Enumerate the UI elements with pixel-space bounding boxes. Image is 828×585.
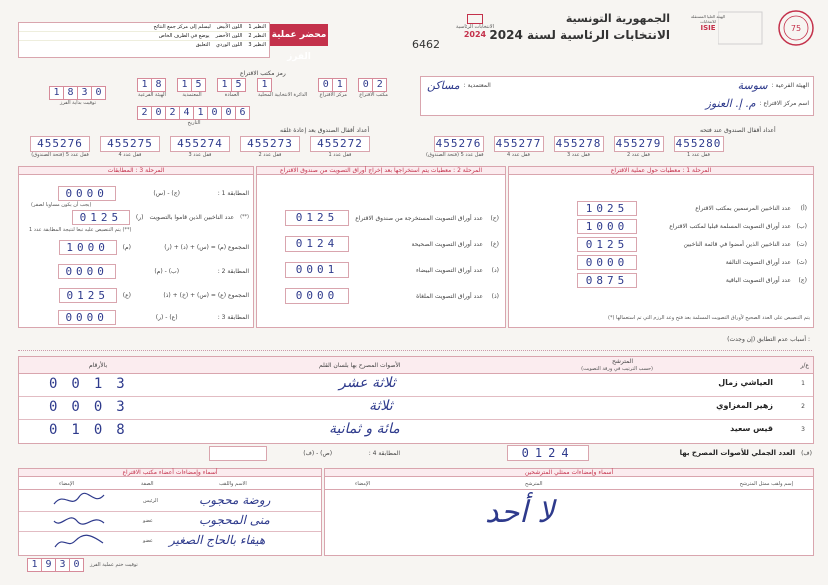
date-field bbox=[138, 106, 250, 126]
digit: 0 bbox=[207, 106, 222, 120]
stamp-title: محضر عملية الفرز bbox=[270, 24, 328, 46]
regional-value: سوسة bbox=[737, 79, 768, 92]
row-label: عدد الناخبين الذين أمضوا في قائمة الناخبين bbox=[683, 240, 791, 248]
signature-icon bbox=[49, 531, 109, 557]
lock-item bbox=[554, 136, 604, 158]
isie-logo bbox=[690, 14, 726, 32]
match2 bbox=[23, 263, 249, 279]
copy-note-text: ليسلم إلى مركز جمع النتائج bbox=[153, 24, 211, 30]
row-value: 0001 bbox=[285, 262, 349, 278]
digit: 0 bbox=[151, 106, 166, 120]
lock-item bbox=[100, 136, 160, 158]
row-value: 0000 bbox=[285, 288, 349, 304]
digit: 2 bbox=[137, 106, 152, 120]
digit: 1 bbox=[332, 78, 347, 92]
row-label: عدد أوراق التصويت الصحيحة bbox=[411, 240, 483, 248]
copy-note-text: يوضع في الظرف الخاص bbox=[158, 33, 210, 39]
start-time-label: توقيت بداية الفرز bbox=[59, 100, 97, 106]
locks-before bbox=[426, 136, 724, 158]
stage2-row bbox=[263, 283, 499, 309]
row-value: 0125 bbox=[577, 237, 637, 252]
sum2-row bbox=[23, 287, 249, 303]
svg-text:75: 75 bbox=[790, 24, 802, 33]
digit: 2 bbox=[165, 106, 180, 120]
match1-sub: (يجب أن يكون مساويا لصفر) bbox=[31, 202, 92, 208]
row-label: عدد الناخبين المرسمين بمكتب الاقتراع bbox=[695, 204, 791, 212]
note-text: يتم التنصيص عليه تبعا لنتيجة المطابقة عدد 1 bbox=[29, 227, 121, 233]
row-value: 0875 bbox=[577, 273, 637, 288]
result-row bbox=[19, 373, 813, 397]
stage2-title: المرحلة 2 : معطيات يتم استخراجها بعد إخراج أوراق التصويت من صندوق الاقتراع bbox=[257, 167, 505, 175]
ballot-box-icon bbox=[467, 14, 483, 24]
col-digits: بالأرقام bbox=[89, 362, 108, 369]
copy-note-num: النظير 1 bbox=[248, 24, 266, 30]
members-col-role: الصفة bbox=[141, 481, 154, 487]
sum1-value: 1000 bbox=[59, 240, 117, 255]
match3-formula: (ع) - (ر) bbox=[155, 313, 178, 321]
row-label: عدد أوراق التصويت الملغاة bbox=[416, 292, 483, 300]
date-label: التاريخ bbox=[187, 120, 201, 126]
delegation-row bbox=[427, 79, 491, 92]
match3-label: المطابقة 3 : bbox=[217, 313, 249, 321]
digit: 0 bbox=[358, 78, 373, 92]
isie-stamp-icon bbox=[718, 8, 818, 48]
row-letter: (خ) bbox=[490, 240, 499, 248]
identity-box bbox=[420, 76, 814, 116]
total-label: العدد الجملي للأصوات المصرح بها bbox=[679, 449, 796, 457]
stage3-title: المرحلة 3 : المطابقات bbox=[19, 167, 253, 175]
sum1-label: المجموع (م) = (س) + (د) + (ر) bbox=[164, 243, 249, 251]
lock-label: قفل عدد 4 bbox=[118, 152, 142, 158]
delegation-label: المعتمدية : bbox=[463, 82, 491, 89]
match3-value: 0000 bbox=[58, 310, 116, 325]
lock-value: 455279 bbox=[614, 136, 664, 152]
member-name: هيفاء بالحاج الصغير bbox=[169, 533, 266, 547]
digit: 1 bbox=[193, 106, 208, 120]
logo-year: 2024 bbox=[463, 30, 487, 39]
match2-formula: (ب) - (م) bbox=[154, 267, 180, 275]
stage1-row bbox=[515, 199, 807, 217]
lock-label: قفل عدد 2 bbox=[258, 152, 282, 158]
lock-value: 455278 bbox=[554, 136, 604, 152]
members-title: أسماء وإمضاءات أعضاء مكتب الاقتراع bbox=[19, 469, 321, 477]
code-group-label: مركز الاقتراع bbox=[319, 92, 347, 98]
digit: 1 bbox=[137, 78, 152, 92]
lock-item bbox=[494, 136, 544, 158]
result-num: 3 bbox=[801, 426, 805, 433]
reps-header bbox=[325, 479, 813, 490]
reps-title: أسماء وإمضاءات ممثلي المترشحين bbox=[325, 469, 813, 477]
code-group-label: مكتب الاقتراع bbox=[359, 92, 388, 98]
row-label: عدد أوراق التصويت المسلمة قبليا لمكتب الاقتراع bbox=[669, 222, 791, 230]
sum1-row bbox=[23, 239, 249, 255]
row-letter: (ج) bbox=[798, 276, 807, 284]
digit: 9 bbox=[41, 558, 56, 572]
col-words: الأصوات المصرح بها بلسان القلم bbox=[319, 362, 401, 369]
reps-col-rep: إسم ولقب ممثل المترشح bbox=[739, 481, 793, 487]
result-name: العياشي زمال bbox=[718, 378, 773, 387]
lock-item bbox=[30, 136, 90, 158]
match1-label: المطابقة 1 : bbox=[217, 189, 249, 197]
copy-note-dest: اللون الأبيض bbox=[216, 24, 243, 30]
row-value: 1000 bbox=[577, 219, 637, 234]
reps-col-candidate: المترشح bbox=[525, 481, 543, 487]
lock-item bbox=[240, 136, 300, 158]
match3 bbox=[23, 309, 249, 325]
lock-item bbox=[674, 136, 724, 158]
code-group-label: الهيئة الفرعية bbox=[138, 92, 166, 98]
row-value: 0000 bbox=[577, 255, 637, 270]
members-col-sig: الإمضاء bbox=[59, 481, 75, 487]
col-num: ع/ر bbox=[800, 362, 809, 369]
reps-col-sig: الإمضاء bbox=[355, 481, 371, 487]
isie-text: ISIE bbox=[700, 24, 716, 32]
result-name: قيس سعيد bbox=[730, 424, 773, 433]
digit: 2 bbox=[372, 78, 387, 92]
code-group-center bbox=[319, 78, 347, 98]
member-role: عضو bbox=[143, 518, 153, 524]
lock-value: 455275 bbox=[100, 136, 160, 152]
digit: 1 bbox=[27, 558, 42, 572]
members-col-name: الاسم واللقب bbox=[219, 481, 247, 487]
row-label: عدد أوراق التصويت الباقية bbox=[725, 276, 791, 284]
regional-row bbox=[738, 79, 809, 92]
row-value: 1025 bbox=[577, 201, 637, 216]
copy-notes bbox=[18, 22, 270, 58]
lock-label: قفل عدد 4 bbox=[507, 152, 530, 158]
locks-after bbox=[30, 136, 370, 158]
code-group-label: العمادة bbox=[224, 92, 240, 98]
member-row bbox=[19, 511, 321, 532]
result-words: ثلاثة عشر bbox=[339, 375, 396, 391]
note-mark: (**) bbox=[120, 227, 132, 233]
code-group-office bbox=[359, 78, 388, 98]
result-words: مائة و ثمانية bbox=[329, 421, 400, 437]
code-label: رمز مكتب الاقتراع bbox=[240, 70, 286, 77]
result-words: ثلاثة bbox=[369, 398, 393, 414]
digit: 1 bbox=[257, 78, 272, 92]
center-row bbox=[706, 97, 809, 110]
doc-number: 6462 bbox=[412, 38, 440, 51]
lock-item bbox=[310, 136, 370, 158]
republic-title: الجمهورية التونسية bbox=[565, 12, 670, 25]
election-logo bbox=[452, 14, 498, 39]
lock-label: قفل عدد 1 bbox=[328, 152, 352, 158]
voted-row bbox=[23, 209, 249, 225]
digit: 4 bbox=[179, 106, 194, 120]
digit: 3 bbox=[55, 558, 70, 572]
result-row bbox=[19, 419, 813, 442]
match2-value: 0000 bbox=[58, 264, 116, 279]
sum2-value: 0125 bbox=[59, 288, 117, 303]
copy-note-text: التعليق bbox=[195, 42, 210, 48]
row-letter: (د) bbox=[491, 266, 499, 274]
member-name: منى المحجوب bbox=[199, 513, 270, 527]
digit: 3 bbox=[77, 86, 92, 100]
sum1-letter: (م) bbox=[122, 243, 131, 251]
row-letter: (ت) bbox=[796, 240, 807, 248]
voted-label: عدد الناخبين الذين قاموا بالتصويت bbox=[149, 213, 235, 221]
voted-mark: (**) bbox=[240, 214, 249, 220]
row-letter: (أ) bbox=[800, 204, 807, 212]
result-value: 0013 bbox=[49, 376, 139, 392]
row-value: 0125 bbox=[285, 210, 349, 226]
lock-value: 455276 bbox=[30, 136, 90, 152]
results-table bbox=[18, 356, 814, 444]
match4 bbox=[170, 444, 400, 462]
stage1-row bbox=[515, 253, 807, 271]
digit: 5 bbox=[191, 78, 206, 92]
code-group-regional bbox=[138, 78, 166, 98]
locks-before-label: أعداد أقفال الصندوق عند فتحه bbox=[700, 127, 776, 134]
row-label: عدد أوراق التصويت التالفة bbox=[725, 258, 791, 266]
member-role: عضو bbox=[143, 538, 153, 544]
sum2-letter: (ع) bbox=[122, 291, 131, 299]
row-letter: (ب) bbox=[796, 222, 807, 230]
copy-note-1 bbox=[19, 32, 269, 41]
result-value: 0108 bbox=[49, 422, 139, 438]
row-letter: (ح) bbox=[490, 214, 499, 222]
member-name: روضة محجوب bbox=[199, 493, 271, 507]
end-time-label: توقيت ختم عملية الفرز bbox=[90, 562, 138, 568]
stage1-panel bbox=[508, 166, 814, 328]
code-group-district bbox=[258, 78, 307, 98]
members-table bbox=[18, 468, 322, 556]
match1-value: 0000 bbox=[58, 186, 116, 201]
lock-value: 455273 bbox=[240, 136, 300, 152]
stage1-title: المرحلة 1 : معطيات حول عملية الاقتراع bbox=[509, 167, 813, 175]
digit: 5 bbox=[231, 78, 246, 92]
stage3-panel bbox=[18, 166, 254, 328]
code-group-imada bbox=[218, 78, 246, 98]
copy-note-num: النظير 2 bbox=[248, 33, 266, 39]
code-groups bbox=[138, 78, 388, 98]
result-num: 2 bbox=[801, 403, 805, 410]
lock-label: قفل عدد 3 bbox=[567, 152, 590, 158]
member-row bbox=[19, 531, 321, 553]
sum2-label: المجموع (ع) = (س) + (خ) + (ذ) bbox=[163, 291, 249, 299]
digit: 8 bbox=[151, 78, 166, 92]
copy-note-0 bbox=[19, 23, 269, 32]
lock-label: قفل عدد 5 (فتحة الصندوق) bbox=[31, 152, 89, 158]
total-row bbox=[410, 444, 812, 462]
locks-after-label: أعداد أقفال الصندوق بعد إعادة غلقه bbox=[280, 127, 370, 134]
row-letter: (ث) bbox=[796, 258, 807, 266]
lock-value: 455272 bbox=[310, 136, 370, 152]
copy-note-num: النظير 3 bbox=[248, 42, 266, 48]
code-group-delegation bbox=[178, 78, 206, 98]
digit: 0 bbox=[318, 78, 333, 92]
center-value: م. إ. العنوز bbox=[705, 97, 756, 110]
match1-note bbox=[29, 227, 131, 233]
election-title: الانتخابات الرئاسية لسنة 2024 bbox=[489, 28, 670, 42]
voted-letter: (ر) bbox=[135, 213, 144, 221]
lock-value: 455277 bbox=[494, 136, 544, 152]
stage1-row bbox=[515, 217, 807, 235]
lock-label: قفل عدد 5 (فتحة الصندوق) bbox=[426, 152, 484, 158]
total-letter: (ف) bbox=[801, 449, 812, 457]
logo-text: الانتخابات الرئاسية bbox=[455, 24, 495, 30]
delegation-value: مساكن bbox=[427, 79, 460, 92]
match2-label: المطابقة 2 : bbox=[217, 267, 249, 275]
stage1-rows bbox=[509, 175, 813, 289]
center-label: اسم مركز الاقتراع : bbox=[759, 100, 809, 107]
voted-value: 0125 bbox=[72, 210, 130, 225]
lock-label: قفل عدد 1 bbox=[687, 152, 710, 158]
digit: 6 bbox=[235, 106, 250, 120]
lock-item bbox=[426, 136, 484, 158]
stage1-note: (*) يتم التنصيص على العدد الصحيح لأوراق التصويت المسلمة بعد فتح وعد الرزم التي تم استعمالها bbox=[608, 315, 810, 321]
stage1-row bbox=[515, 235, 807, 253]
stage1-row bbox=[515, 271, 807, 289]
col-candidate: المترشح bbox=[612, 358, 633, 365]
digit: 0 bbox=[221, 106, 236, 120]
row-label: عدد أوراق التصويت البيضاء bbox=[415, 266, 483, 274]
copy-note-2 bbox=[19, 41, 269, 49]
isie-stamp-logo bbox=[718, 8, 818, 48]
digit: 0 bbox=[69, 558, 84, 572]
lock-value: 455276 bbox=[434, 136, 484, 152]
match4-value bbox=[209, 446, 267, 461]
result-name: زهير المغزاوي bbox=[716, 401, 773, 410]
result-value: 0003 bbox=[49, 399, 139, 415]
digit: 1 bbox=[177, 78, 192, 92]
isie-subtitle: الهيئة العليا المستقلة للانتخابات bbox=[690, 14, 726, 24]
match1 bbox=[23, 185, 249, 201]
row-value: 0124 bbox=[285, 236, 349, 252]
results-header bbox=[19, 357, 813, 374]
result-num: 1 bbox=[801, 380, 805, 387]
stage2-panel bbox=[256, 166, 506, 328]
code-group-label: الدائرة الانتخابية المحلية bbox=[258, 92, 308, 98]
lock-item bbox=[614, 136, 664, 158]
match1-formula: (ج) - (س) bbox=[153, 189, 180, 197]
copy-note-dest: اللون الوردي bbox=[215, 42, 243, 48]
digit: 1 bbox=[49, 86, 64, 100]
copy-note-dest: اللون الأخضر bbox=[215, 33, 243, 39]
stage2-row bbox=[263, 205, 499, 231]
start-time-field bbox=[50, 86, 106, 106]
lock-label: قفل عدد 2 bbox=[627, 152, 650, 158]
digit: 8 bbox=[63, 86, 78, 100]
end-time-field bbox=[28, 558, 138, 572]
stage2-row bbox=[263, 257, 499, 283]
digit: 1 bbox=[217, 78, 232, 92]
match4-formula: (ص) - (ف) bbox=[303, 449, 333, 457]
lock-value: 455274 bbox=[170, 136, 230, 152]
total-value: 0124 bbox=[507, 445, 589, 461]
reps-table bbox=[324, 468, 814, 556]
stage2-rows bbox=[257, 175, 505, 309]
row-label: عدد أوراق التصويت المستخرجة من صندوق الاقتراع bbox=[355, 214, 483, 222]
lock-value: 455280 bbox=[674, 136, 724, 152]
digit: 0 bbox=[91, 86, 106, 100]
match4-label: المطابقة 4 : bbox=[368, 449, 400, 457]
mismatch-row bbox=[18, 330, 812, 351]
mismatch-label: أسباب عدم التطابق (إن وجدت) : bbox=[727, 336, 810, 343]
lock-label: قفل عدد 3 bbox=[188, 152, 212, 158]
regional-label: الهيئة الفرعية : bbox=[771, 82, 809, 89]
reps-handwritten: لا أحد bbox=[485, 495, 555, 530]
member-role: الرئيس bbox=[143, 498, 158, 504]
col-candidate-sub: (حسب الترتيب في ورقة التصويت) bbox=[581, 366, 653, 372]
stage2-row bbox=[263, 231, 499, 257]
code-group-label: المعتمدية bbox=[182, 92, 202, 98]
row-letter: (ذ) bbox=[491, 292, 499, 300]
result-row bbox=[19, 396, 813, 420]
lock-item bbox=[170, 136, 230, 158]
